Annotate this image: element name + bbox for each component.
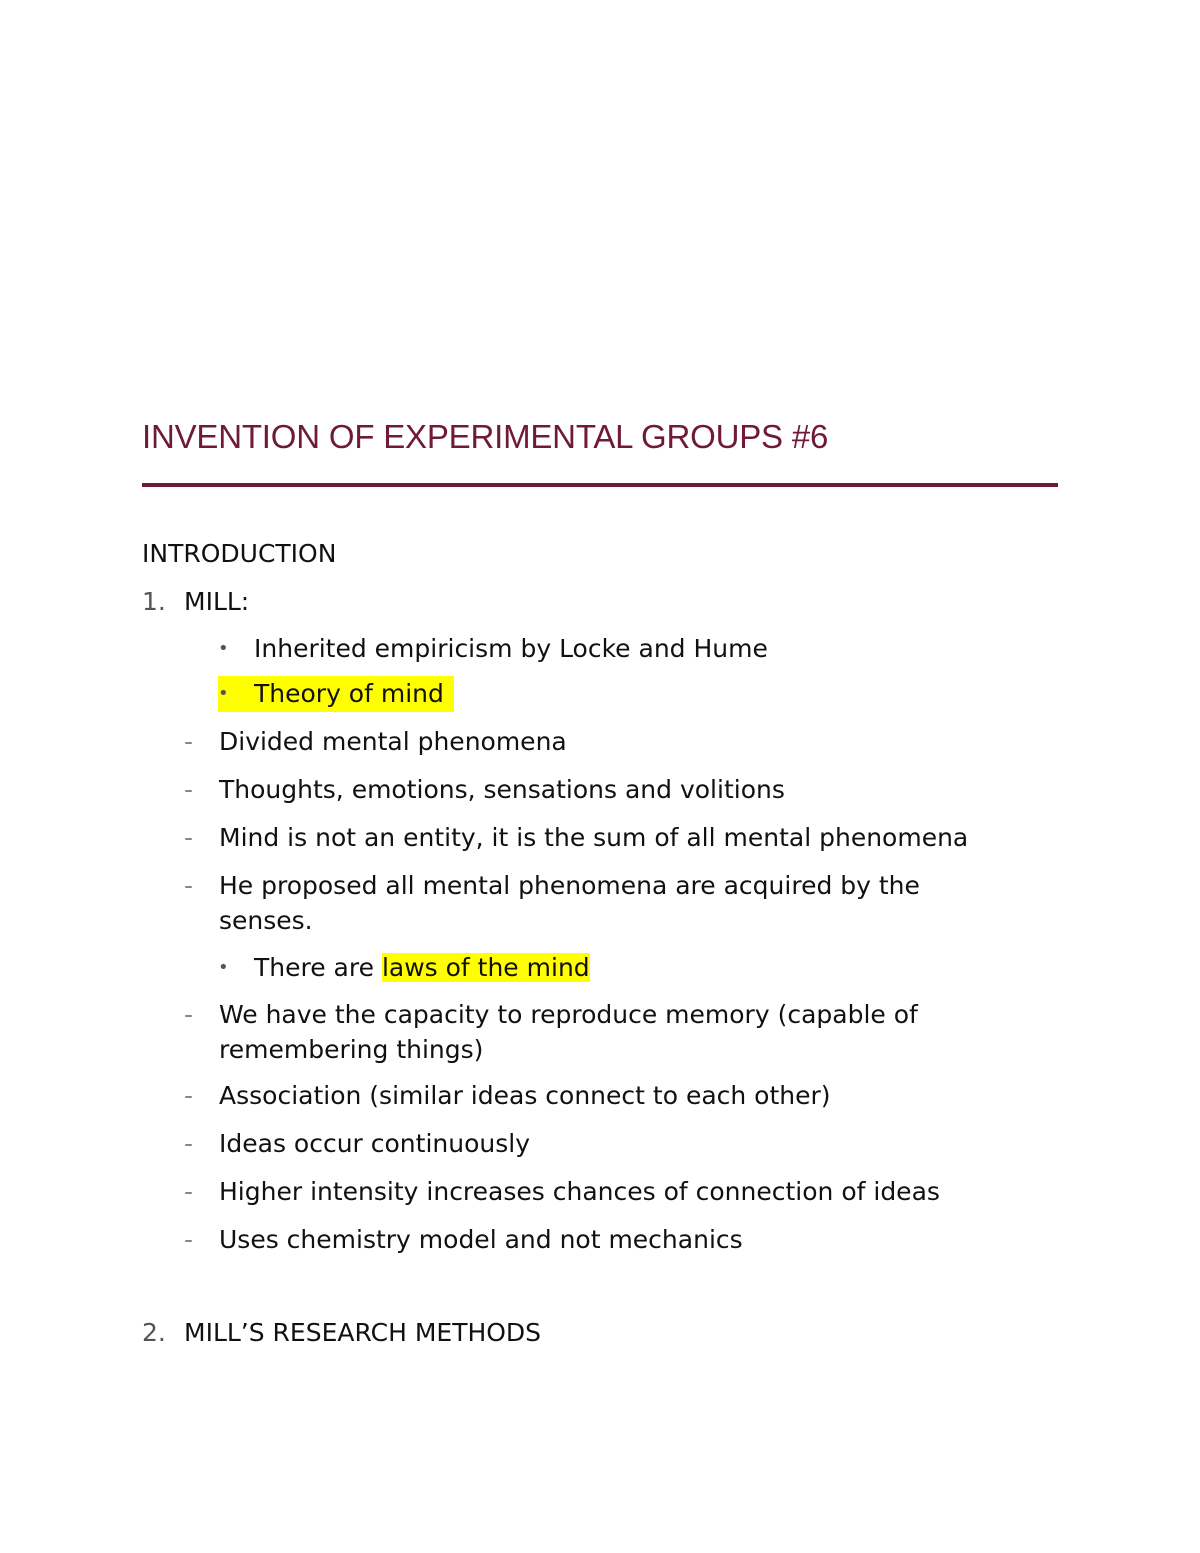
dash-text-line-2: senses. (219, 906, 313, 935)
dash-text-line-1: He proposed all mental phenomena are acquired by the (219, 871, 920, 900)
dash-text: Divided mental phenomena (219, 727, 567, 756)
bullet-icon: • (218, 957, 229, 978)
bullet-text: There are (254, 953, 382, 982)
section-heading: INTRODUCTION (142, 539, 337, 568)
title-underline (142, 483, 1058, 487)
dash-icon: - (184, 871, 194, 900)
highlighted-text: laws of the mind (381, 953, 590, 982)
list-item-research-methods: MILL’S RESEARCH METHODS (184, 1318, 542, 1347)
dash-text-line-2: remembering things) (219, 1035, 484, 1064)
dash-icon: - (184, 1129, 194, 1158)
bullet-item-empiricism (218, 631, 768, 667)
bullet-item-laws-of-mind (218, 950, 590, 986)
dash-icon: - (184, 1177, 194, 1206)
document-title: INVENTION OF EXPERIMENTAL GROUPS #6 (142, 418, 829, 455)
bullet-icon: • (218, 638, 229, 659)
list-number-1: 1. (142, 587, 166, 616)
dash-text: Mind is not an entity, it is the sum of all mental phenomena (219, 823, 969, 852)
dash-text: Association (similar ideas connect to each other) (219, 1081, 831, 1110)
dash-icon: - (184, 1000, 194, 1029)
dash-text: Ideas occur continuously (219, 1129, 530, 1158)
dash-icon: - (184, 1081, 194, 1110)
bullet-text: Theory of mind (254, 679, 444, 708)
dash-icon: - (184, 727, 194, 756)
dash-text: Thoughts, emotions, sensations and volitions (219, 775, 785, 804)
bullet-icon: • (218, 683, 229, 704)
dash-icon: - (184, 823, 194, 852)
list-item-mill: MILL: (184, 587, 250, 616)
bullet-item-theory-of-mind (218, 676, 454, 712)
dash-text: Higher intensity increases chances of connection of ideas (219, 1177, 940, 1206)
list-number-2: 2. (142, 1318, 166, 1347)
dash-text-line-1: We have the capacity to reproduce memory (capable of (219, 1000, 918, 1029)
dash-text: Uses chemistry model and not mechanics (219, 1225, 743, 1254)
dash-icon: - (184, 775, 194, 804)
dash-icon: - (184, 1225, 194, 1254)
bullet-text: Inherited empiricism by Locke and Hume (254, 634, 768, 663)
